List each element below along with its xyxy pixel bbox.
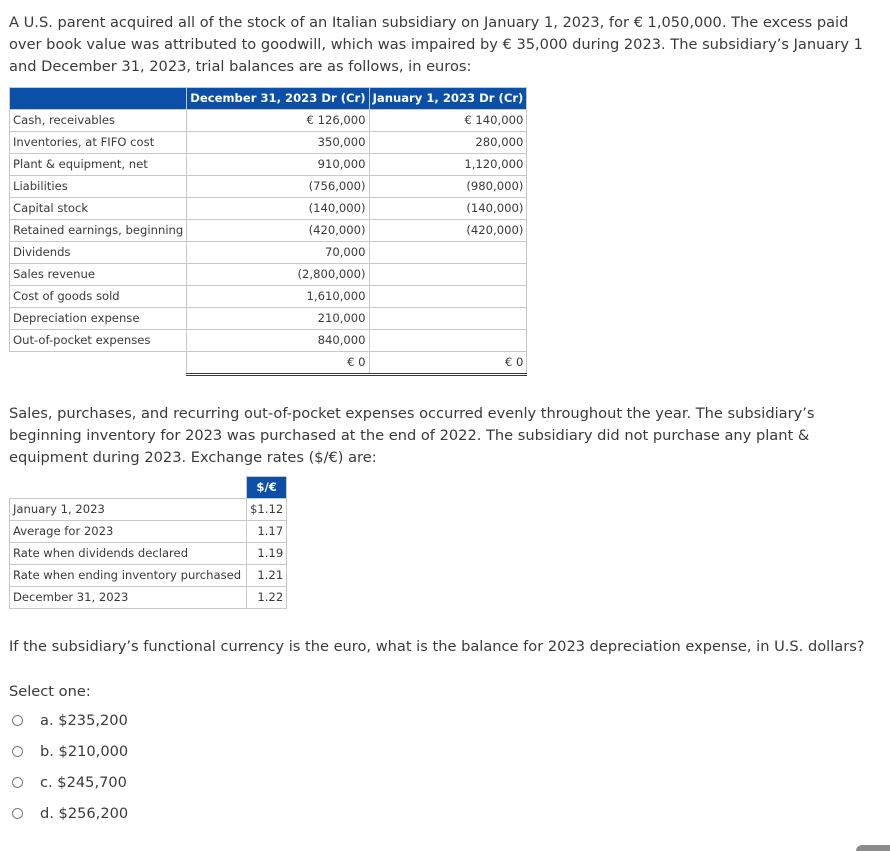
answer-option-label: b. $210,000 bbox=[40, 742, 129, 760]
radio-button-d[interactable] bbox=[12, 808, 23, 819]
row-label: Depreciation expense bbox=[10, 308, 187, 330]
table-row bbox=[10, 587, 287, 609]
table-row bbox=[10, 242, 527, 264]
table-row bbox=[10, 499, 287, 521]
header-jan: January 1, 2023 Dr (Cr) bbox=[369, 88, 527, 110]
row-label: Out-of-pocket expenses bbox=[10, 330, 187, 352]
rate-value: 1.21 bbox=[247, 565, 287, 587]
answer-option-label: a. $235,200 bbox=[40, 711, 128, 729]
row-jan-value bbox=[369, 264, 527, 286]
row-label: Capital stock bbox=[10, 198, 187, 220]
row-label: Cost of goods sold bbox=[10, 286, 187, 308]
answer-option-d[interactable] bbox=[12, 802, 128, 824]
answer-option-c[interactable] bbox=[12, 771, 127, 793]
row-dec-value: 910,000 bbox=[187, 154, 369, 176]
table-row bbox=[10, 264, 527, 286]
rate-value: 1.17 bbox=[247, 521, 287, 543]
table-row bbox=[10, 154, 527, 176]
row-dec-value: (140,000) bbox=[187, 198, 369, 220]
row-jan-value: (420,000) bbox=[369, 220, 527, 242]
row-label: Cash, receivables bbox=[10, 110, 187, 132]
rates-header: $/€ bbox=[247, 477, 287, 499]
question-middle: Sales, purchases, and recurring out-of-pocket expenses occurred evenly throughout the year. The subsidiary’s beginning inventory for 2023 was purchased at the end of 2022. The subsidiary did not purchase any plant & equipment during 2023. Exchange rates ($/€) are: bbox=[9, 405, 815, 467]
rate-label: January 1, 2023 bbox=[10, 499, 247, 521]
answer-option-label: c. $245,700 bbox=[40, 773, 127, 791]
table-row bbox=[10, 198, 527, 220]
table-row bbox=[10, 220, 527, 242]
row-label: Dividends bbox=[10, 242, 187, 264]
table-row bbox=[10, 176, 527, 198]
table-row bbox=[10, 543, 287, 565]
question-intro: A U.S. parent acquired all of the stock of an Italian subsidiary on January 1, 2023, for € 1,050,000. The excess paid over book value was attributed to goodwill, which was impaired by € 35,000 during 2023. The subsidiary’s January 1 and December 31, 2023, trial balances are as follows, in euros: bbox=[9, 14, 863, 76]
radio-button-b[interactable] bbox=[12, 746, 23, 757]
table-row bbox=[10, 521, 287, 543]
exchange-rates-table bbox=[9, 476, 287, 609]
row-label: Plant & equipment, net bbox=[10, 154, 187, 176]
answer-option-b[interactable] bbox=[12, 740, 128, 762]
row-jan-value bbox=[369, 242, 527, 264]
row-label: Inventories, at FIFO cost bbox=[10, 132, 187, 154]
row-dec-value: (756,000) bbox=[187, 176, 369, 198]
row-dec-value: 350,000 bbox=[187, 132, 369, 154]
table-row bbox=[10, 330, 527, 352]
rate-value: $1.12 bbox=[247, 499, 287, 521]
row-dec-value: 70,000 bbox=[187, 242, 369, 264]
table-row bbox=[10, 308, 527, 330]
answer-option-a[interactable] bbox=[12, 709, 128, 731]
row-jan-value: 280,000 bbox=[369, 132, 527, 154]
total-dec-value: € 0 bbox=[187, 352, 369, 375]
rates-header-blank bbox=[10, 477, 247, 499]
trial-balance-table bbox=[9, 87, 527, 376]
rate-label: Rate when ending inventory purchased bbox=[10, 565, 247, 587]
rate-label: December 31, 2023 bbox=[10, 587, 247, 609]
rate-value: 1.19 bbox=[247, 543, 287, 565]
trial-balance-header-row bbox=[10, 88, 527, 110]
totals-row bbox=[10, 352, 527, 375]
row-dec-value: (420,000) bbox=[187, 220, 369, 242]
table-row bbox=[10, 132, 527, 154]
totals-blank bbox=[10, 352, 187, 375]
row-jan-value bbox=[369, 286, 527, 308]
rate-value: 1.22 bbox=[247, 587, 287, 609]
table-row bbox=[10, 110, 527, 132]
row-jan-value: (140,000) bbox=[369, 198, 527, 220]
total-jan-value: € 0 bbox=[369, 352, 527, 375]
rate-label: Average for 2023 bbox=[10, 521, 247, 543]
row-jan-value bbox=[369, 308, 527, 330]
table-row bbox=[10, 286, 527, 308]
answer-option-label: d. $256,200 bbox=[40, 804, 129, 822]
row-jan-value: € 140,000 bbox=[369, 110, 527, 132]
radio-button-c[interactable] bbox=[12, 777, 23, 788]
row-label: Sales revenue bbox=[10, 264, 187, 286]
row-jan-value bbox=[369, 330, 527, 352]
row-dec-value: 210,000 bbox=[187, 308, 369, 330]
row-dec-value: € 126,000 bbox=[187, 110, 369, 132]
radio-button-a[interactable] bbox=[12, 715, 23, 726]
row-jan-value: 1,120,000 bbox=[369, 154, 527, 176]
row-label: Liabilities bbox=[10, 176, 187, 198]
row-dec-value: (2,800,000) bbox=[187, 264, 369, 286]
row-dec-value: 840,000 bbox=[187, 330, 369, 352]
select-one-label: Select one: bbox=[9, 683, 91, 700]
row-jan-value: (980,000) bbox=[369, 176, 527, 198]
table-row bbox=[10, 565, 287, 587]
rate-label: Rate when dividends declared bbox=[10, 543, 247, 565]
header-blank bbox=[10, 88, 187, 110]
header-dec: December 31, 2023 Dr (Cr) bbox=[187, 88, 369, 110]
rates-header-row bbox=[10, 477, 287, 499]
row-dec-value: 1,610,000 bbox=[187, 286, 369, 308]
row-label: Retained earnings, beginning bbox=[10, 220, 187, 242]
scrollbar-handle[interactable] bbox=[856, 845, 890, 851]
question-prompt: If the subsidiary’s functional currency is the euro, what is the balance for 2023 depreciation expense, in U.S. dollars? bbox=[9, 638, 865, 655]
